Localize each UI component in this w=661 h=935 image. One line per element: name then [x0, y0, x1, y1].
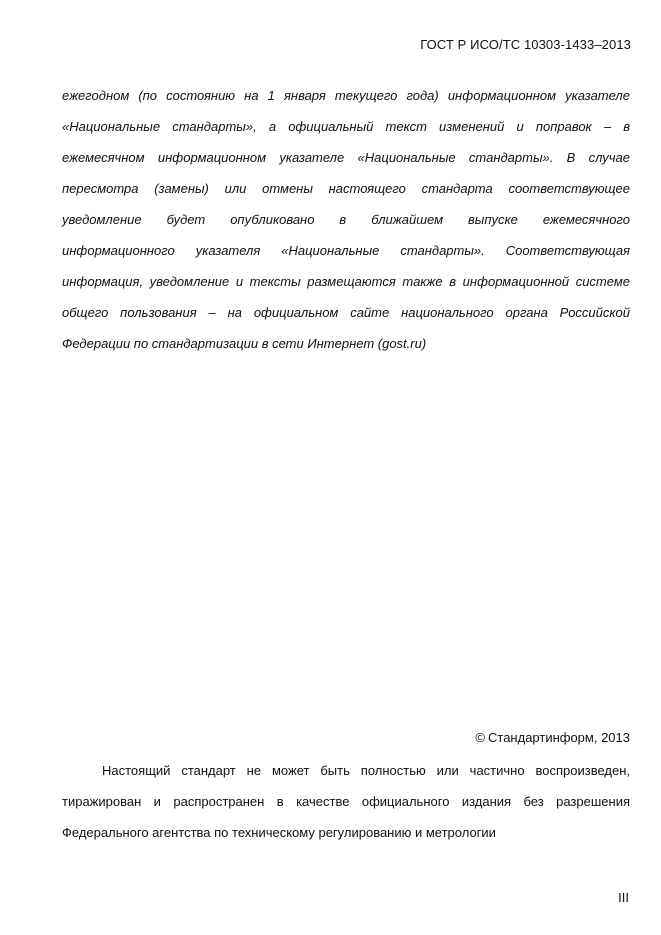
rights-line: тиражирован и распространен в качестве официального издания без разрешения: [62, 794, 630, 809]
standard-id: ГОСТ Р ИСО/ТС 10303-1433–2013: [420, 37, 631, 52]
notice-paragraph: [62, 80, 630, 359]
notice-line: Федерации по стандартизации в сети Интернет (gost.ru): [62, 336, 427, 351]
copyright-text: Стандартинформ, 2013: [488, 730, 630, 745]
page-number: III: [618, 890, 629, 905]
notice-line: пересмотра (замены) или отмены настоящего стандарта соответствующее: [62, 181, 630, 196]
notice-line: ежемесячном информационном указателе «Национальные стандарты». В случае: [62, 150, 630, 165]
rights-line: Федерального агентства по техническому регулированию и метрологии: [62, 825, 496, 840]
notice-line: уведомление будет опубликовано в ближайшем выпуске ежемесячного: [62, 212, 630, 227]
notice-line: «Национальные стандарты», а официальный текст изменений и поправок – в: [62, 119, 630, 134]
document-header: [420, 37, 631, 52]
notice-line: общего пользования – на официальном сайте национального органа Российской: [62, 305, 630, 320]
notice-line: ежегодном (по состоянию на 1 января текущего года) информационном указателе: [62, 88, 630, 103]
notice-line: информационного указателя «Национальные стандарты». Соответствующая: [62, 243, 630, 258]
copyright-icon: ©: [475, 730, 485, 745]
rights-line: Настоящий стандарт не может быть полностью или частично воспроизведен,: [102, 763, 630, 778]
rights-paragraph: [62, 755, 630, 848]
copyright-line: [475, 730, 630, 745]
notice-line: информация, уведомление и тексты размещаются также в информационной системе: [62, 274, 630, 289]
